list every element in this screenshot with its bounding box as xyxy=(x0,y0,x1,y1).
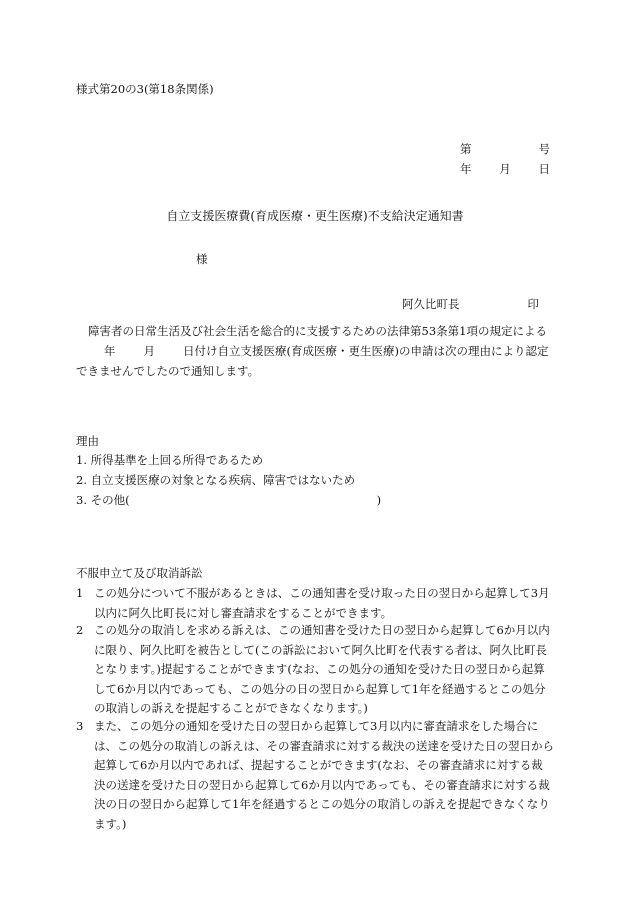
document-title: 自立支援医療費(育成医療・更生医療)不支給決定通知書 xyxy=(166,209,464,223)
reason-item-2: 2. 自立支援医療の対象となる疾病、障害ではないため xyxy=(76,473,356,487)
appeal-item-number: 2 xyxy=(76,623,84,637)
number-suffix: 号 xyxy=(538,142,550,156)
body-month-label: 月 xyxy=(143,344,155,358)
number-prefix: 第 xyxy=(460,142,472,156)
appeal-item-2 xyxy=(76,621,554,719)
appeal-item-text: また、この処分の通知を受けた日の翌日から起算して3月以内に審査請求をした場合には、この処分の取消しの訴えは、その審査請求に対する裁決の送達を受けた日の翌日から起算して6か月以内であれば、提起することができます(なお、その審査請求に対する裁決の送達を受けた日の翌日から起算して6か月以内であっても、その審査請求に対する裁決の日の翌日から起算して1年を経過するとこの処分の取消しの訴えを提起できなくなります。) xyxy=(94,719,554,831)
reason-item-1: 1. 所得基準を上回る所得であるため xyxy=(76,453,264,467)
reason-item-3 xyxy=(76,491,381,509)
appeal-item-text: この処分の取消しを求める訴えは、この通知書を受けた日の翌日から起算して6か月以内に限り、阿久比町を被告として(この訴訟において阿久比町を代表する者は、阿久比町長となります。)提起することができます(なお、この処分の通知を受けた日の翌日から起算して6か月以内であっても、この処分の日の翌日から起算して1年を経過するとこの処分の取消しの訴えを提起することができなくなります。) xyxy=(94,623,550,715)
body-year-label: 年 xyxy=(104,344,116,358)
date-month-label: 月 xyxy=(499,162,511,176)
issue-date-row xyxy=(460,160,550,178)
date-year-label: 年 xyxy=(460,162,472,176)
date-day-label: 日 xyxy=(538,162,550,176)
notice-body xyxy=(76,321,554,381)
issuer-line xyxy=(402,295,539,313)
body-part2: 日付け自立支援医療(育成医療・更生医療)の申請は次の理由により認定できませんでしたので通知します。 xyxy=(76,344,549,378)
appeal-item-1 xyxy=(76,584,554,623)
appeal-item-3 xyxy=(76,717,554,834)
seal-mark: 印 xyxy=(527,297,539,311)
reason-other-close: ) xyxy=(376,493,382,507)
appeal-item-number: 1 xyxy=(76,586,84,600)
appeal-item-number: 3 xyxy=(76,719,84,733)
appeal-item-text: この処分について不服があるときは、この通知書を受け取った日の翌日から起算して3月以内に阿久比町長に対し審査請求をすることができます。 xyxy=(94,586,550,620)
appeal-title: 不服申立て及び取消訴訟 xyxy=(76,566,203,580)
reasons-title: 理由 xyxy=(76,434,99,448)
issuer-name: 阿久比町長 xyxy=(402,297,460,311)
recipient-suffix: 様 xyxy=(196,252,208,266)
document-number-row xyxy=(460,140,550,158)
form-number: 様式第20の3(第18条関係) xyxy=(76,82,214,96)
body-part1: 障害者の日常生活及び社会生活を総合的に支援するための法律第53条第1項の規定による xyxy=(88,324,547,338)
reason-other-label: 3. その他( xyxy=(76,493,130,507)
